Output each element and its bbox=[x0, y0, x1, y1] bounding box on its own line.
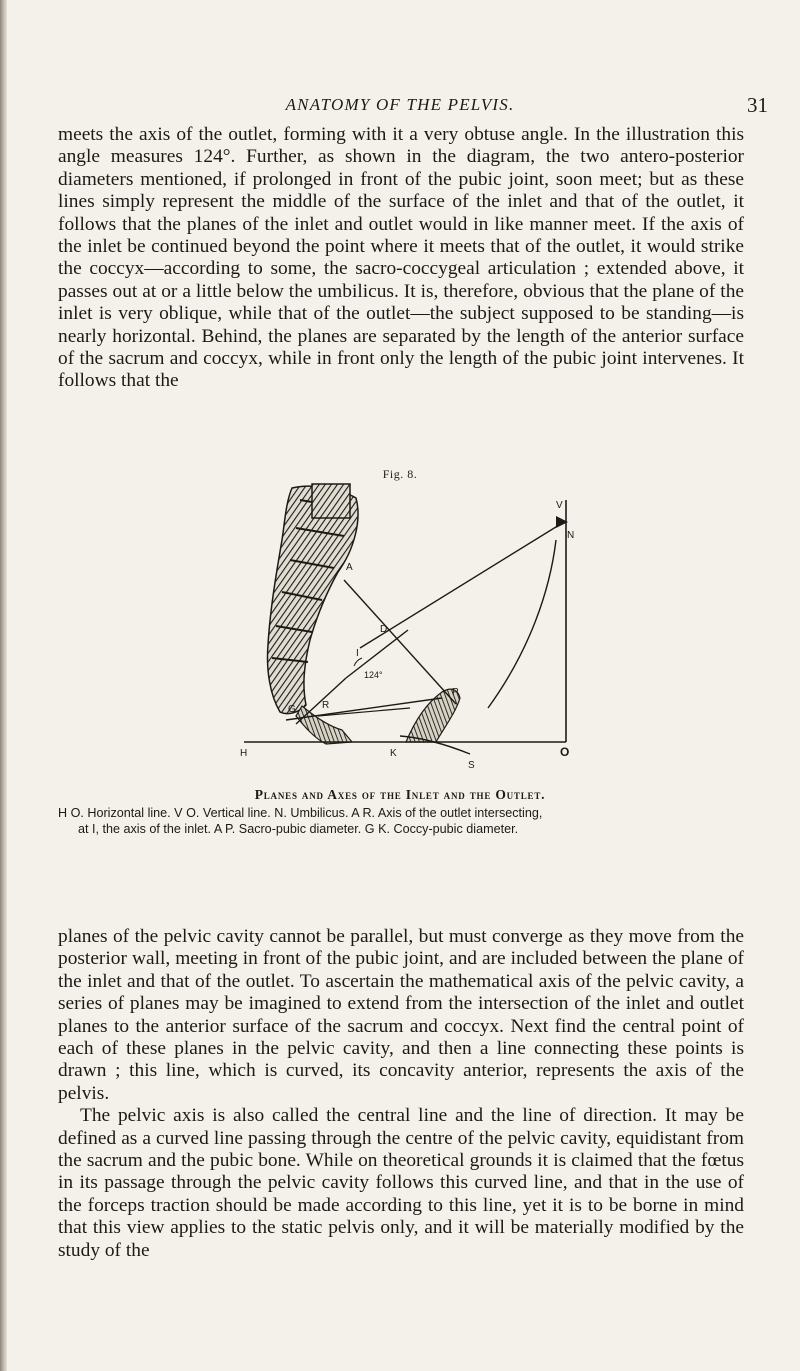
label-O: O bbox=[560, 745, 570, 759]
paragraph: planes of the pelvic cavity cannot be parallel, but must converge as they move from the posterior wall, meeting in front of the pubic joint, and are included between the plane of the inlet and that of the outlet. To ascertain the mathematical axis of the pelvic cavity, a series of planes may be imagined to extend from the intersection of the inlet and outlet planes to the anterior surface of the sacrum and coccyx. Next find the central point of each of these planes in the pelvic cavity, and then a line connecting these points is drawn ; this line, which is curved, its concavity anterior, represents the axis of the pelvis. bbox=[58, 926, 744, 1104]
curved-line-N bbox=[488, 540, 556, 708]
label-G: G bbox=[288, 704, 296, 715]
label-R: R bbox=[322, 700, 330, 711]
figure-caption-line: at I, the axis of the inlet. A P. Sacro-pubic diameter. G K. Coccy-pubic diameter. bbox=[78, 822, 519, 836]
label-K: K bbox=[390, 748, 397, 759]
label-I: I bbox=[356, 648, 359, 659]
page-number: 31 bbox=[747, 93, 768, 117]
figure-title: Planes and Axes of the Inlet and the Outlet. bbox=[254, 787, 546, 802]
running-head bbox=[0, 93, 800, 119]
figure-caption-line: H O. Horizontal line. V O. Vertical line. N. Umbilicus. A R. Axis of the outlet intersecting, bbox=[58, 806, 543, 820]
label-H: H bbox=[240, 748, 248, 759]
paragraph: meets the axis of the outlet, forming with it a very obtuse angle. In the illustration this angle measures 124°. Further, as shown in the diagram, the two antero-posterior diameters mentioned, if prolonged in front of the pubic joint, soon meet; but as these lines simply represent the middle of the surface of the inlet and that of the outlet, it follows that the planes of the inlet and outlet would in like manner meet. If the axis of the inlet be continued beyond the point where it meets that of the outlet, it would strike the coccyx—according to some, the sacro-coccygeal articulation ; extended above, it passes out at or a little below the umbilicus. It is, therefore, obvious that the plane of the inlet is very oblique, while that of the outlet—the subject supposed to be standing—is nearly horizontal. Behind, the planes are separated by the length of the anterior surface of the sacrum and coccyx, while in front only the length of the pubic joint intervenes. It follows that the bbox=[58, 124, 744, 392]
lumbar-vertebra bbox=[312, 484, 350, 518]
body-text-bottom bbox=[58, 926, 744, 1262]
running-head-title: ANATOMY OF THE PELVIS. bbox=[285, 95, 515, 114]
label-N: N bbox=[567, 530, 575, 541]
figure-8-diagram bbox=[230, 480, 582, 780]
label-S: S bbox=[468, 760, 475, 771]
label-D: D bbox=[380, 624, 388, 635]
label-P: P bbox=[452, 687, 459, 698]
inlet-axis-to-umbilicus bbox=[360, 522, 564, 648]
page-binding-edge bbox=[0, 0, 7, 1371]
label-angle-124: 124° bbox=[364, 670, 383, 680]
figure-caption bbox=[58, 805, 744, 837]
figure-label: Fig. 8. bbox=[382, 467, 418, 481]
paragraph: The pelvic axis is also called the central line and the line of direction. It may be defined as a curved line passing through the centre of the pelvic cavity, equidistant from the sacrum and the pubic bone. While on theoretical grounds it is claimed that the fœtus in its passage through the pelvic cavity follows this curved line, and that in the use of the forceps traction should be made according to this line, yet it is to be borne in mind that this view applies to the static pelvis only, and it will be materially modified by the study of the bbox=[58, 1105, 744, 1261]
angle-arc bbox=[354, 658, 362, 666]
body-text-top bbox=[58, 124, 744, 393]
label-V: V bbox=[556, 500, 563, 511]
label-A: A bbox=[346, 562, 353, 573]
